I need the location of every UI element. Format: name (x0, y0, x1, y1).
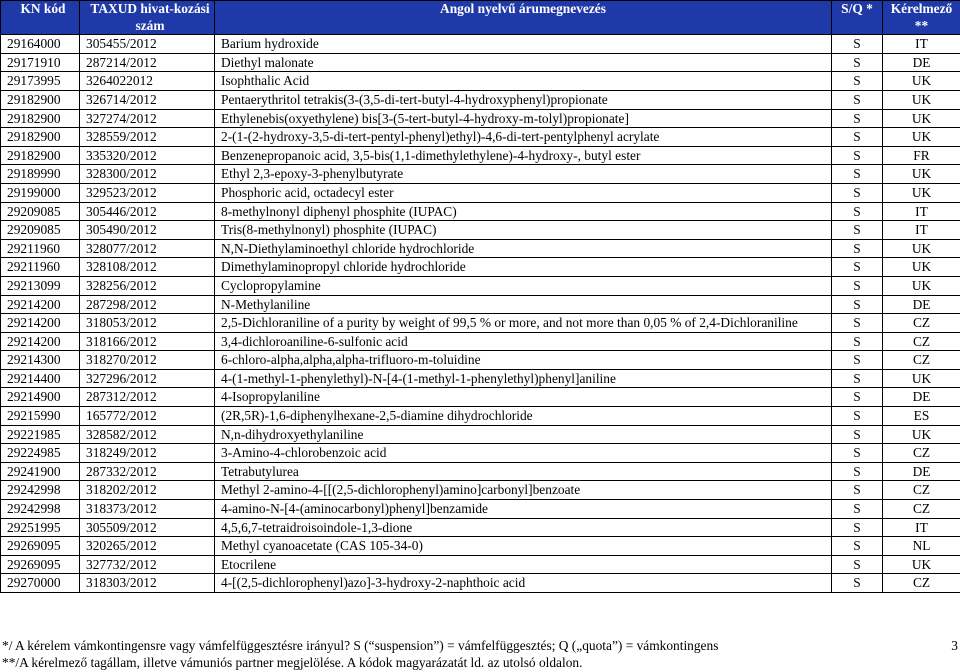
cell-taxud-ref: 320265/2012 (80, 537, 215, 556)
cell-description: 2,5-Dichloraniline of a purity by weight of 99,5 % or more, and not more than 0,05 % of 2,4-Dichloraniline (215, 314, 832, 333)
cell-requester: DE (883, 295, 960, 314)
cell-description: Dimethylaminopropyl chloride hydrochloride (215, 258, 832, 277)
cell-requester: UK (883, 258, 960, 277)
table-row (1, 351, 960, 370)
cell-kn-code: 29215990 (1, 407, 80, 426)
table-row (1, 295, 960, 314)
cell-description: 3,4-dichloroaniline-6-sulfonic acid (215, 332, 832, 351)
cell-requester: CZ (883, 574, 960, 593)
cell-description: (2R,5R)-1,6-diphenylhexane-2,5-diamine dihydrochloride (215, 407, 832, 426)
cell-description: N-Methylaniline (215, 295, 832, 314)
cell-sq: S (832, 146, 883, 165)
cell-sq: S (832, 128, 883, 147)
cell-kn-code: 29242998 (1, 500, 80, 519)
cell-requester: UK (883, 90, 960, 109)
footnote-sq: */ A kérelem vámkontingensre vagy vámfelfüggesztésre irányul? S (“suspension”) = vámfelfüggesztés; Q („quota”) = vámkontingens (2, 638, 719, 653)
table-row (1, 444, 960, 463)
cell-requester: IT (883, 35, 960, 54)
cell-taxud-ref: 329523/2012 (80, 183, 215, 202)
table-row (1, 90, 960, 109)
cell-kn-code: 29270000 (1, 574, 80, 593)
cell-kn-code: 29182900 (1, 128, 80, 147)
cell-taxud-ref: 287298/2012 (80, 295, 215, 314)
cell-taxud-ref: 326714/2012 (80, 90, 215, 109)
table-row (1, 481, 960, 500)
cell-sq: S (832, 332, 883, 351)
cell-requester: DE (883, 388, 960, 407)
cell-kn-code: 29171910 (1, 53, 80, 72)
cell-kn-code: 29214200 (1, 295, 80, 314)
table-row (1, 314, 960, 333)
cell-sq: S (832, 202, 883, 221)
table-row (1, 221, 960, 240)
cell-taxud-ref: 318303/2012 (80, 574, 215, 593)
cell-requester: IT (883, 518, 960, 537)
table-row (1, 500, 960, 519)
cell-kn-code: 29214900 (1, 388, 80, 407)
cell-description: 2-(1-(2-hydroxy-3,5-di-tert-pentyl-phenyl)ethyl)-4,6-di-tert-pentylphenyl acrylate (215, 128, 832, 147)
cell-description: 3-Amino-4-chlorobenzoic acid (215, 444, 832, 463)
table-row (1, 258, 960, 277)
cell-taxud-ref: 318053/2012 (80, 314, 215, 333)
cell-requester: CZ (883, 332, 960, 351)
cell-sq: S (832, 425, 883, 444)
header-requester: Kérelmező ** (883, 1, 960, 35)
cell-taxud-ref: 305490/2012 (80, 221, 215, 240)
cell-taxud-ref: 328077/2012 (80, 239, 215, 258)
cell-requester: CZ (883, 481, 960, 500)
header-kn-code: KN kód (1, 1, 80, 35)
cell-taxud-ref: 165772/2012 (80, 407, 215, 426)
cell-taxud-ref: 305509/2012 (80, 518, 215, 537)
table-row (1, 574, 960, 593)
cell-sq: S (832, 295, 883, 314)
cell-requester: CZ (883, 444, 960, 463)
cell-requester: UK (883, 425, 960, 444)
cell-description: 4-amino-N-[4-(aminocarbonyl)phenyl]benzamide (215, 500, 832, 519)
table-row (1, 72, 960, 91)
cell-taxud-ref: 328559/2012 (80, 128, 215, 147)
cell-sq: S (832, 369, 883, 388)
cell-taxud-ref: 305455/2012 (80, 35, 215, 54)
cell-kn-code: 29182900 (1, 146, 80, 165)
cell-requester: CZ (883, 351, 960, 370)
cell-taxud-ref: 3264022012 (80, 72, 215, 91)
page-number: 3 (951, 638, 958, 653)
cell-kn-code: 29213099 (1, 276, 80, 295)
cell-description: Etocrilene (215, 555, 832, 574)
cell-taxud-ref: 328300/2012 (80, 165, 215, 184)
cell-sq: S (832, 481, 883, 500)
cell-description: Ethyl 2,3-epoxy-3-phenylbutyrate (215, 165, 832, 184)
cell-sq: S (832, 462, 883, 481)
cell-sq: S (832, 35, 883, 54)
table-row (1, 425, 960, 444)
cell-sq: S (832, 258, 883, 277)
header-taxud-ref: TAXUD hivat-kozási szám (80, 1, 215, 35)
cell-requester: DE (883, 53, 960, 72)
cell-requester: UK (883, 183, 960, 202)
cell-kn-code: 29173995 (1, 72, 80, 91)
cell-description: 4-(1-methyl-1-phenylethyl)-N-[4-(1-methyl-1-phenylethyl)phenyl]aniline (215, 369, 832, 388)
cell-requester: IT (883, 202, 960, 221)
cell-kn-code: 29221985 (1, 425, 80, 444)
footnote-requester: **/A kérelmező tagállam, illetve vámuniós partner megjelölése. A kódok magyarázatát ld. az utolsó oldalon. (2, 655, 583, 670)
cell-kn-code: 29199000 (1, 183, 80, 202)
cell-taxud-ref: 287214/2012 (80, 53, 215, 72)
table-row (1, 462, 960, 481)
table-row (1, 276, 960, 295)
cell-description: 4-[(2,5-dichlorophenyl)azo]-3-hydroxy-2-naphthoic acid (215, 574, 832, 593)
cell-sq: S (832, 239, 883, 258)
table-row (1, 202, 960, 221)
cell-description: Pentaerythritol tetrakis(3-(3,5-di-tert-butyl-4-hydroxyphenyl)propionate (215, 90, 832, 109)
cell-sq: S (832, 165, 883, 184)
cell-description: Diethyl malonate (215, 53, 832, 72)
cell-kn-code: 29182900 (1, 90, 80, 109)
cell-taxud-ref: 335320/2012 (80, 146, 215, 165)
cell-sq: S (832, 555, 883, 574)
cell-kn-code: 29251995 (1, 518, 80, 537)
cell-taxud-ref: 305446/2012 (80, 202, 215, 221)
cell-kn-code: 29214200 (1, 314, 80, 333)
cell-kn-code: 29214400 (1, 369, 80, 388)
cell-requester: UK (883, 165, 960, 184)
cell-requester: UK (883, 109, 960, 128)
cell-description: 6-chloro-alpha,alpha,alpha-trifluoro-m-toluidine (215, 351, 832, 370)
table-header-row (1, 1, 960, 35)
cell-taxud-ref: 327296/2012 (80, 369, 215, 388)
table-row (1, 128, 960, 147)
cell-sq: S (832, 72, 883, 91)
cell-requester: UK (883, 276, 960, 295)
table-row (1, 183, 960, 202)
cell-description: Phosphoric acid, octadecyl ester (215, 183, 832, 202)
cell-sq: S (832, 388, 883, 407)
table-row (1, 555, 960, 574)
table-row (1, 109, 960, 128)
cell-description: N,n-dihydroxyethylaniline (215, 425, 832, 444)
table-row (1, 146, 960, 165)
cell-kn-code: 29241900 (1, 462, 80, 481)
cell-sq: S (832, 537, 883, 556)
cell-taxud-ref: 328108/2012 (80, 258, 215, 277)
table-row (1, 537, 960, 556)
cell-taxud-ref: 287332/2012 (80, 462, 215, 481)
cell-sq: S (832, 109, 883, 128)
cell-sq: S (832, 183, 883, 202)
cell-kn-code: 29209085 (1, 202, 80, 221)
cell-taxud-ref: 327732/2012 (80, 555, 215, 574)
cell-description: Methyl cyanoacetate (CAS 105-34-0) (215, 537, 832, 556)
cell-requester: UK (883, 128, 960, 147)
cell-kn-code: 29164000 (1, 35, 80, 54)
table-row (1, 369, 960, 388)
cell-requester: UK (883, 369, 960, 388)
cell-sq: S (832, 53, 883, 72)
cell-sq: S (832, 276, 883, 295)
cell-sq: S (832, 221, 883, 240)
cell-sq: S (832, 90, 883, 109)
cell-kn-code: 29189990 (1, 165, 80, 184)
cell-description: 4,5,6,7-tetraidroisoindole-1,3-dione (215, 518, 832, 537)
table-row (1, 388, 960, 407)
cell-description: Isophthalic Acid (215, 72, 832, 91)
cell-kn-code: 29211960 (1, 239, 80, 258)
cell-requester: UK (883, 555, 960, 574)
table-row (1, 35, 960, 54)
cell-description: Tris(8-methylnonyl) phosphite (IUPAC) (215, 221, 832, 240)
cell-requester: CZ (883, 314, 960, 333)
cell-kn-code: 29242998 (1, 481, 80, 500)
cell-requester: NL (883, 537, 960, 556)
cell-kn-code: 29224985 (1, 444, 80, 463)
cell-kn-code: 29269095 (1, 555, 80, 574)
table-row (1, 165, 960, 184)
cell-kn-code: 29211960 (1, 258, 80, 277)
header-sq: S/Q * (832, 1, 883, 35)
cell-taxud-ref: 328582/2012 (80, 425, 215, 444)
cell-description: Benzenepropanoic acid, 3,5-bis(1,1-dimethylethylene)-4-hydroxy-, butyl ester (215, 146, 832, 165)
table-row (1, 53, 960, 72)
cell-description: Barium hydroxide (215, 35, 832, 54)
cell-description: Tetrabutylurea (215, 462, 832, 481)
cell-kn-code: 29269095 (1, 537, 80, 556)
cell-sq: S (832, 574, 883, 593)
cell-description: 4-Isopropylaniline (215, 388, 832, 407)
cell-description: Cyclopropylamine (215, 276, 832, 295)
cell-taxud-ref: 328256/2012 (80, 276, 215, 295)
cell-sq: S (832, 518, 883, 537)
cell-description: 8-methylnonyl diphenyl phosphite (IUPAC) (215, 202, 832, 221)
cell-requester: FR (883, 146, 960, 165)
cell-taxud-ref: 318249/2012 (80, 444, 215, 463)
cell-description: Ethylenebis(oxyethylene) bis[3-(5-tert-butyl-4-hydroxy-m-tolyl)propionate] (215, 109, 832, 128)
cell-sq: S (832, 351, 883, 370)
cell-description: N,N-Diethylaminoethyl chloride hydrochloride (215, 239, 832, 258)
cell-requester: IT (883, 221, 960, 240)
cell-requester: UK (883, 72, 960, 91)
cell-taxud-ref: 318202/2012 (80, 481, 215, 500)
table-row (1, 407, 960, 426)
cell-requester: ES (883, 407, 960, 426)
cell-taxud-ref: 318270/2012 (80, 351, 215, 370)
cell-description: Methyl 2-amino-4-[[(2,5-dichlorophenyl)amino]carbonyl]benzoate (215, 481, 832, 500)
cell-taxud-ref: 318373/2012 (80, 500, 215, 519)
cell-kn-code: 29182900 (1, 109, 80, 128)
cell-taxud-ref: 327274/2012 (80, 109, 215, 128)
cell-sq: S (832, 314, 883, 333)
cell-sq: S (832, 444, 883, 463)
table-row (1, 239, 960, 258)
cell-sq: S (832, 407, 883, 426)
cell-taxud-ref: 318166/2012 (80, 332, 215, 351)
cell-kn-code: 29214200 (1, 332, 80, 351)
cell-kn-code: 29209085 (1, 221, 80, 240)
cell-requester: UK (883, 239, 960, 258)
header-english-description: Angol nyelvű árumegnevezés (215, 1, 832, 35)
cell-kn-code: 29214300 (1, 351, 80, 370)
table-row (1, 518, 960, 537)
cell-requester: CZ (883, 500, 960, 519)
cell-sq: S (832, 500, 883, 519)
cell-requester: DE (883, 462, 960, 481)
table-row (1, 332, 960, 351)
cell-taxud-ref: 287312/2012 (80, 388, 215, 407)
